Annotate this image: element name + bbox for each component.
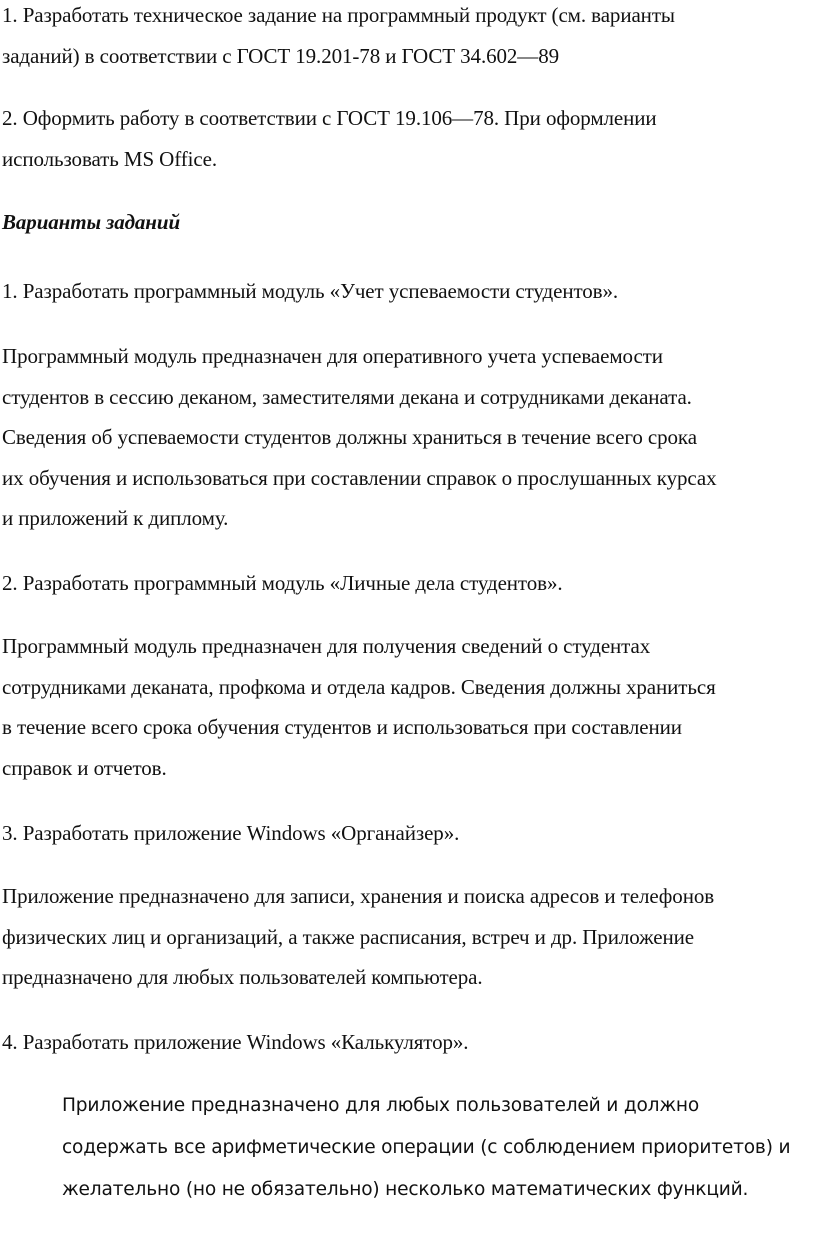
variant-2-title: 2. Разработать программный модуль «Личные дела студентов». bbox=[2, 571, 563, 595]
variants-heading: Варианты заданий bbox=[2, 210, 181, 234]
variant-1-description: Программный модуль предназначен для оперативного учета успеваемости студентов в сессию деканом, заместителями декана и сотрудниками деканата. Сведения об успеваемости студентов должны храниться в течение всего срока их обучения и использоваться при составлении справок о прослушанных курсах и приложений к диплому. bbox=[2, 344, 717, 530]
variant-1-title: 1. Разработать программный модуль «Учет успеваемости студентов». bbox=[2, 279, 619, 303]
variant-2-description: Программный модуль предназначен для получения сведений о студентах сотрудниками деканата, профкома и отдела кадров. Сведения должны храниться в течение всего срока обучения студентов и использоваться при составлении справок и отчетов. bbox=[2, 634, 716, 780]
variant-3-title: 3. Разработать приложение Windows «Органайзер». bbox=[2, 821, 460, 845]
task-item-1: 1. Разработать техническое задание на программный продукт (см. варианты заданий) в соответствии с ГОСТ 19.201-78 и ГОСТ 34.602—89 bbox=[2, 3, 675, 68]
variant-3-description: Приложение предназначено для записи, хранения и поиска адресов и телефонов физических лиц и организаций, а также расписания, встреч и др. Приложение предназначено для любых пользователей компьютера. bbox=[2, 884, 715, 989]
task-item-2: 2. Оформить работу в соответствии с ГОСТ 19.106—78. При оформлении использовать MS Office. bbox=[2, 106, 657, 171]
variant-4-description: Приложение предназначено для любых пользователей и должно содержать все арифметические операции (с соблюдением приоритетов) и желательно (но не обязательно) несколько математических функций. bbox=[62, 1095, 791, 1200]
variant-4-title: 4. Разработать приложение Windows «Калькулятор». bbox=[2, 1030, 469, 1054]
